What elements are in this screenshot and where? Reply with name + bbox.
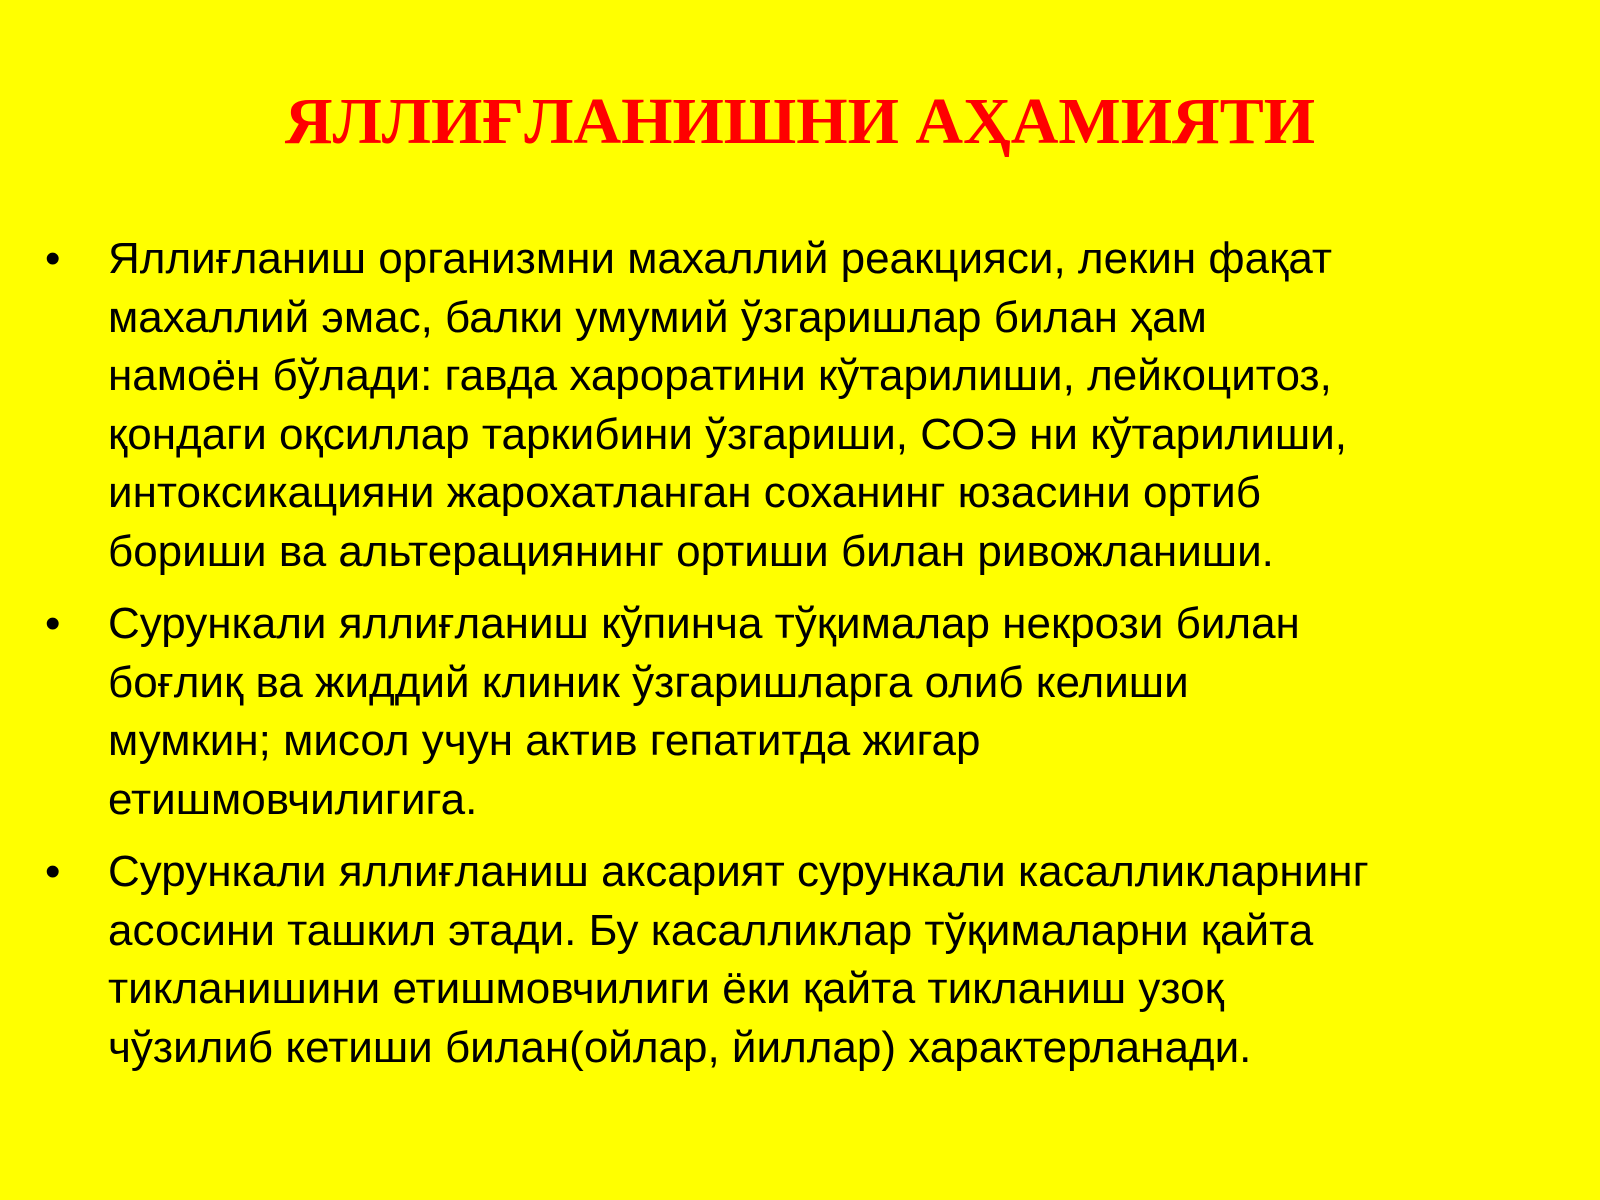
bullet-line: махаллий эмас, балки умумий ўзгаришлар билан ҳам — [108, 292, 1207, 342]
bullet-line: Сурункали яллиғланиш аксарият сурункали касалликларнинг — [108, 847, 1369, 896]
slide-title: ЯЛЛИҒЛАНИШНИ АҲАМИЯТИ — [284, 85, 1316, 158]
bullet-text — [108, 595, 1535, 829]
bullet-line: Сурункали яллиғланиш кўпинча тўқималар некрози билан — [108, 599, 1300, 648]
bullet-line: тикланишини етишмовчилиги ёки қайта тикланиш узоқ — [108, 964, 1224, 1013]
bullet-text — [108, 843, 1535, 1077]
bullet-dot-icon: • — [45, 234, 61, 283]
bullet-list — [45, 230, 1535, 1091]
bullet-line: чўзилиб кетиши билан(ойлар, йиллар) характерланади. — [108, 1022, 1252, 1072]
bullet-line: боғлиқ ва жиддий клиник ўзгаришларга олиб келиши — [108, 657, 1189, 707]
bullet-line: асосини ташкил этади. Бу касалликлар тўқималарни қайта — [108, 905, 1314, 955]
bullet-line: мумкин; мисол учун актив гепатитда жигар — [108, 716, 981, 765]
bullet-item-1 — [45, 230, 1535, 581]
bullet-line: намоён бўлади: гавда хароратини кўтарилиши, лейкоцитоз, — [108, 351, 1332, 400]
bullet-line: бориши ва альтерациянинг ортиши билан ривожланиши. — [108, 526, 1274, 576]
bullet-line: қондаги оқсиллар таркибини ўзгариши, СОЭ ни кўтарилиши, — [108, 409, 1348, 459]
bullet-line: интоксикацияни жарохатланган соханинг юзасини ортиб — [108, 468, 1261, 517]
bullet-text — [108, 230, 1535, 581]
bullet-dot-icon: • — [45, 847, 61, 896]
bullet-item-2 — [45, 595, 1535, 829]
bullet-dot-icon: • — [45, 599, 61, 648]
bullet-item-3 — [45, 843, 1535, 1077]
bullet-line: етишмовчилигига. — [108, 774, 478, 824]
bullet-line: Яллиғланиш организмни махаллий реакцияси, лекин фақат — [108, 234, 1332, 283]
